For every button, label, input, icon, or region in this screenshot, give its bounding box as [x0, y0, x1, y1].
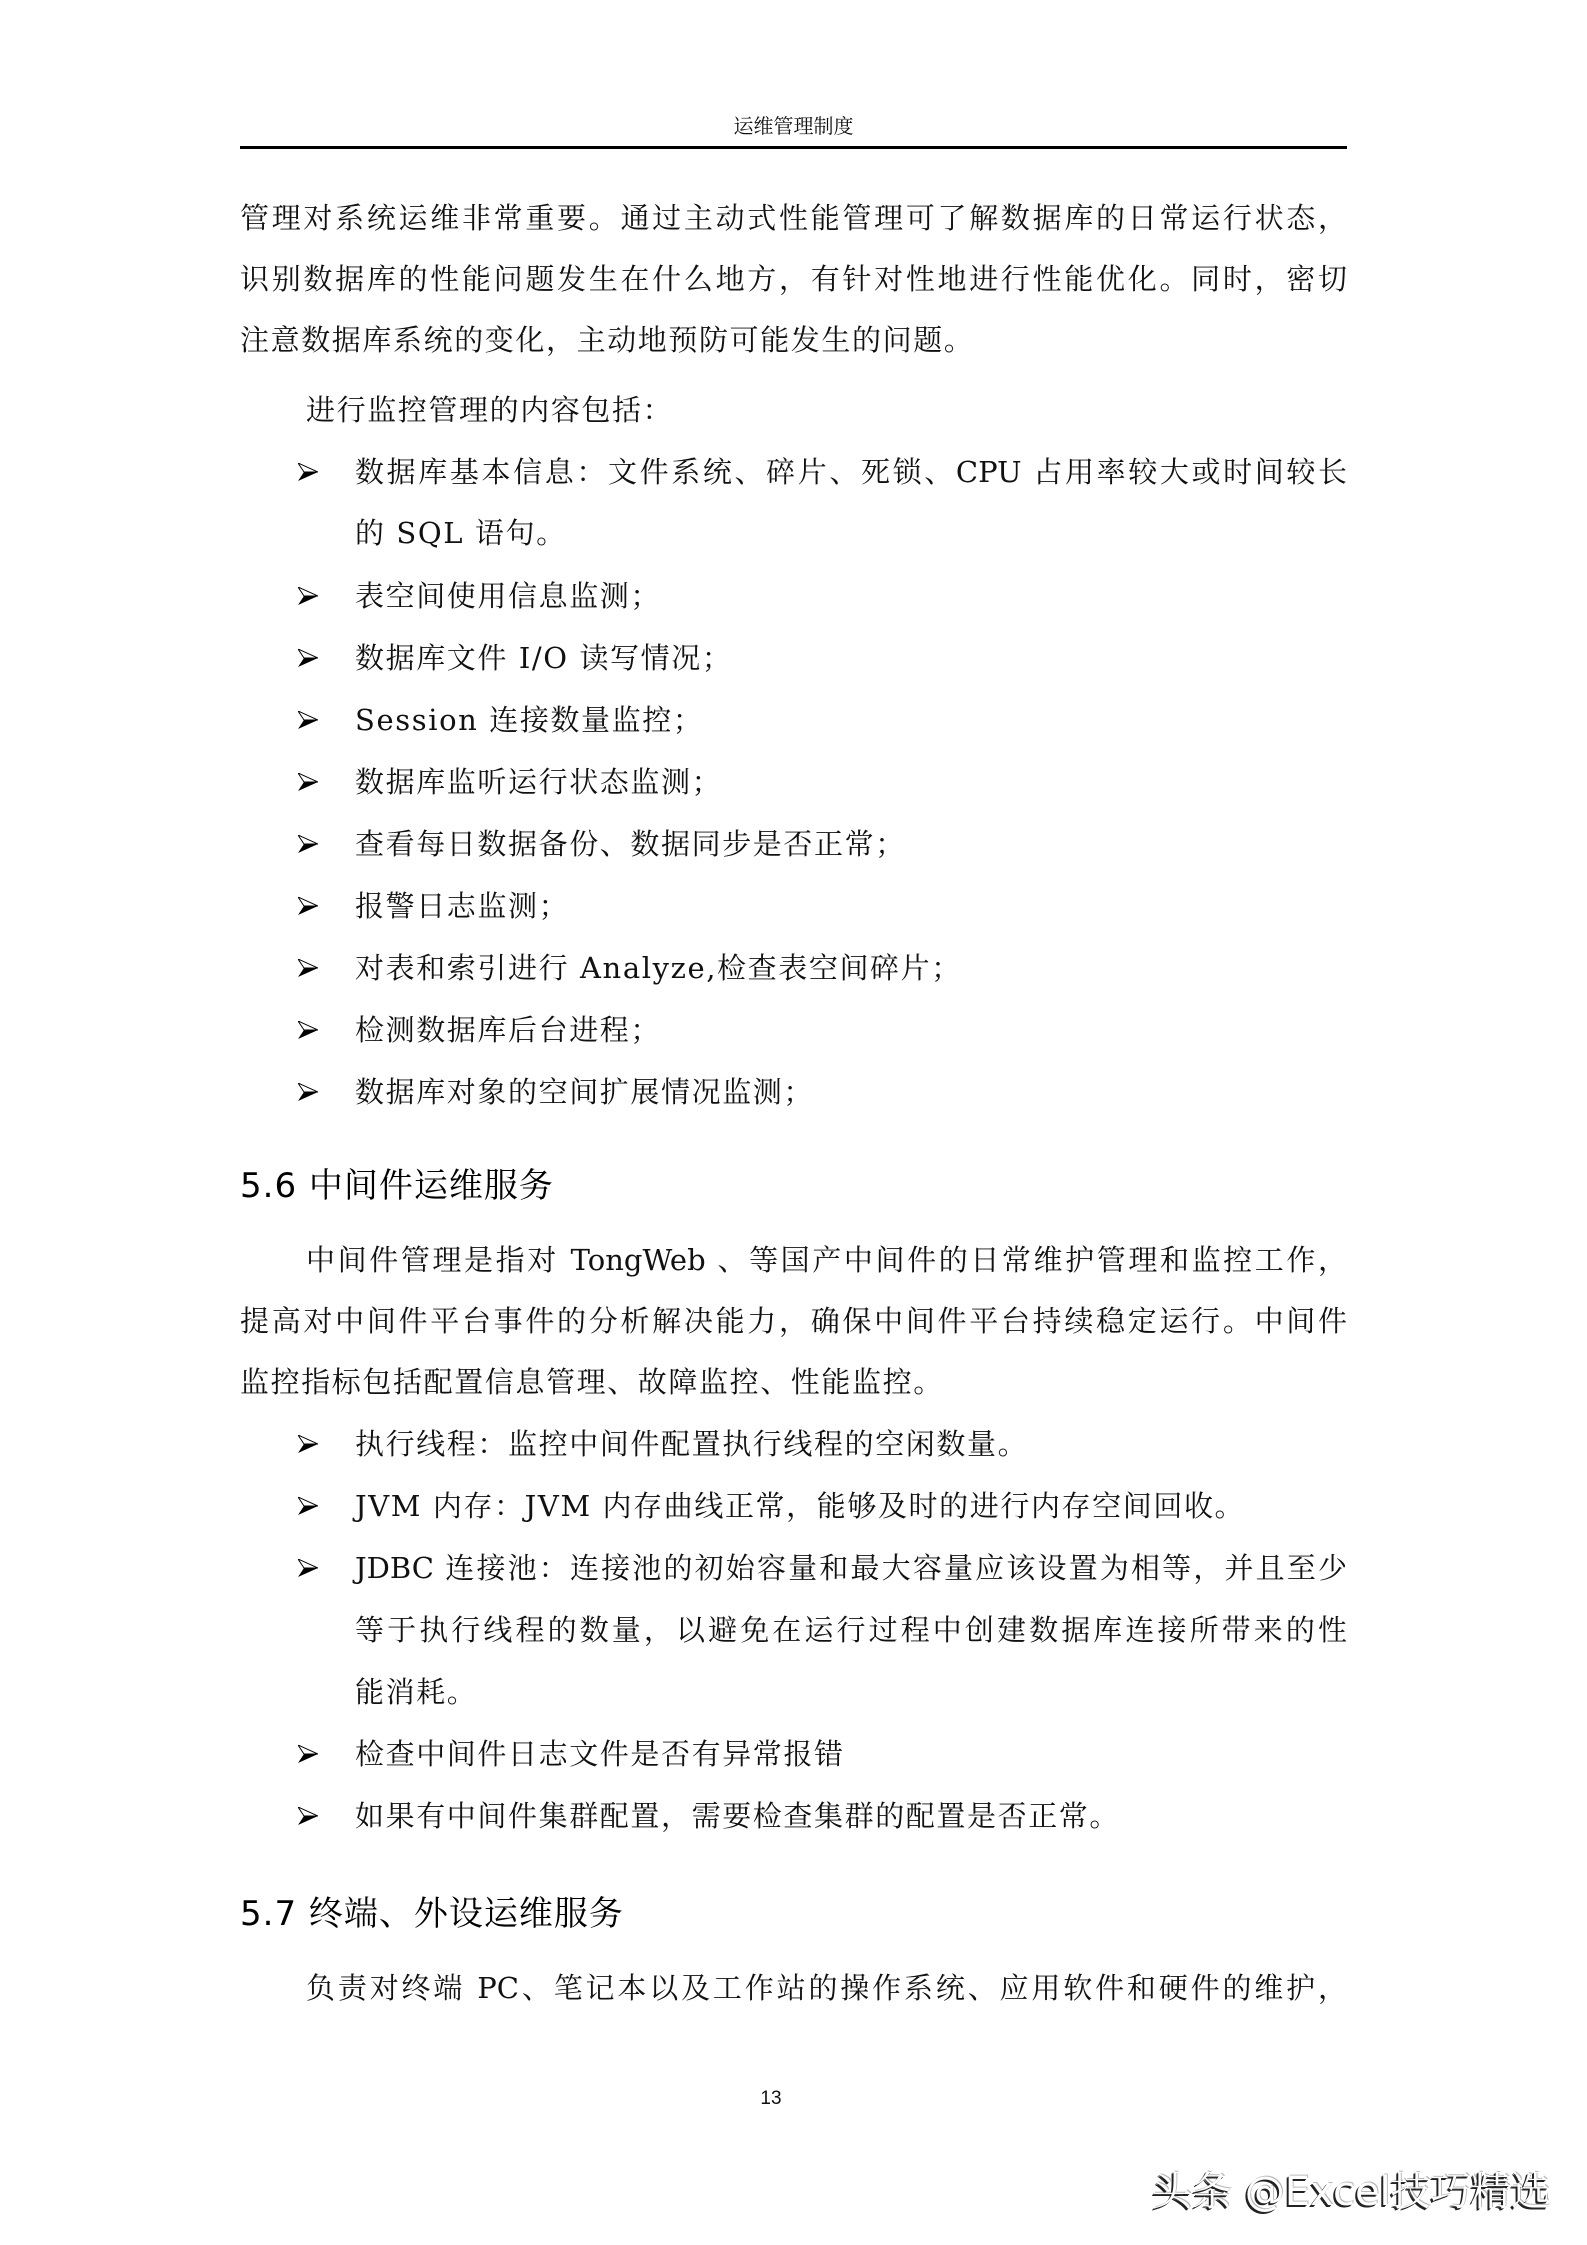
list-item-text: 数据库文件 I/O 读写情况； — [355, 641, 733, 675]
list-item-text: 对表和索引进行 Analyze,检查表空间碎片； — [355, 951, 962, 985]
list-item-text: 的 SQL 语句。 — [355, 516, 567, 550]
list-item-text: 如果有中间件集群配置，需要检查集群的配置是否正常。 — [355, 1799, 1121, 1833]
paragraph-line: 提高对中间件平台事件的分析解决能力，确保中间件平台持续稳定运行。中间件 — [240, 1304, 1347, 1338]
paragraph-line: 管理对系统运维非常重要。通过主动式性能管理可了解数据库的日常运行状态， — [240, 201, 1347, 235]
list-item-text: 检测数据库后台进程； — [355, 1013, 662, 1047]
arrowhead-bullet-icon — [298, 1072, 320, 1112]
list-item-text: 表空间使用信息监测； — [355, 579, 662, 613]
paragraph-line: 注意数据库系统的变化，主动地预防可能发生的问题。 — [240, 323, 975, 357]
list-item-text: JDBC 连接池：连接池的初始容量和最大容量应该设置为相等，并且至少 — [355, 1551, 1347, 1585]
list-item-text: 检查中间件日志文件是否有异常报错 — [355, 1737, 845, 1771]
list-item-text: 数据库基本信息：文件系统、碎片、死锁、CPU 占用率较大或时间较长 — [355, 455, 1347, 489]
arrowhead-bullet-icon — [298, 1010, 320, 1050]
arrowhead-bullet-icon — [298, 700, 320, 740]
arrowhead-bullet-icon — [298, 1424, 320, 1464]
monitor-intro: 进行监控管理的内容包括： — [306, 393, 674, 427]
list-item-text: JVM 内存：JVM 内存曲线正常，能够及时的进行内存空间回收。 — [355, 1489, 1246, 1523]
arrowhead-bullet-icon — [298, 452, 320, 492]
arrowhead-bullet-icon — [298, 762, 320, 802]
paragraph-line: 识别数据库的性能问题发生在什么地方，有针对性地进行性能优化。同时，密切 — [240, 262, 1347, 296]
list-item-text: 能消耗。 — [355, 1675, 478, 1709]
section-heading-5-7: 5.7 终端、外设运维服务 — [240, 1894, 624, 1934]
arrowhead-bullet-icon — [298, 824, 320, 864]
section-heading-5-6: 5.6 中间件运维服务 — [240, 1166, 554, 1206]
list-item-text: 报警日志监测； — [355, 889, 570, 923]
page-number: 13 — [760, 2088, 782, 2109]
list-item-text: 数据库监听运行状态监测； — [355, 765, 723, 799]
list-item-text: 执行线程：监控中间件配置执行线程的空闲数量。 — [355, 1427, 1029, 1461]
watermark: 头条 @Excel技巧精选 — [1152, 2169, 1551, 2215]
paragraph-line: 监控指标包括配置信息管理、故障监控、性能监控。 — [240, 1365, 944, 1399]
arrowhead-bullet-icon — [298, 576, 320, 616]
arrowhead-bullet-icon — [298, 1734, 320, 1774]
arrowhead-bullet-icon — [298, 1796, 320, 1836]
list-item-text: 查看每日数据备份、数据同步是否正常； — [355, 827, 906, 861]
list-item-text: Session 连接数量监控； — [355, 703, 704, 737]
list-item-text: 等于执行线程的数量，以避免在运行过程中创建数据库连接所带来的性 — [355, 1613, 1347, 1647]
paragraph-line: 负责对终端 PC、笔记本以及工作站的操作系统、应用软件和硬件的维护， — [306, 1971, 1347, 2005]
arrowhead-bullet-icon — [298, 886, 320, 926]
running-header: 运维管理制度 — [733, 114, 854, 138]
header-rule — [240, 146, 1347, 149]
arrowhead-bullet-icon — [298, 638, 320, 678]
arrowhead-bullet-icon — [298, 948, 320, 988]
list-item-text: 数据库对象的空间扩展情况监测； — [355, 1075, 815, 1109]
arrowhead-bullet-icon — [298, 1548, 320, 1588]
arrowhead-bullet-icon — [298, 1486, 320, 1526]
paragraph-line: 中间件管理是指对 TongWeb 、等国产中间件的日常维护管理和监控工作， — [306, 1243, 1347, 1277]
